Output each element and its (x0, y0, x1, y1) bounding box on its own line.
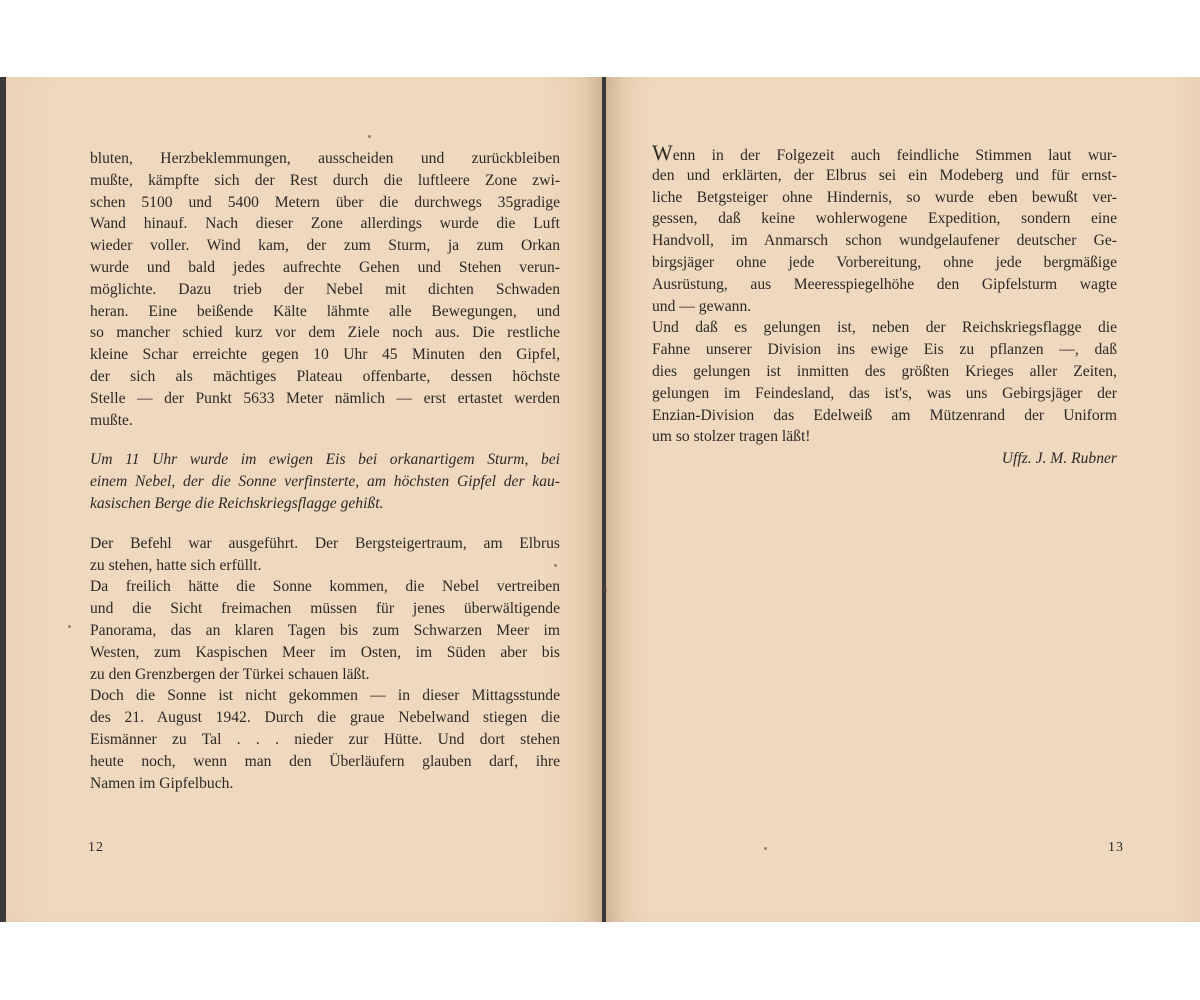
text-line-first (652, 140, 1117, 165)
text-line: heran. Eine beißende Kälte lähmte alle Bewegungen, und (90, 302, 560, 320)
book-spread (0, 77, 1200, 922)
text-line: liche Betgsteiger ohne Hindernis, so wurde eben bewußt ver- (652, 188, 1117, 206)
text-line: der sich als mächtiges Plateau offenbarte, dessen höchste (90, 367, 560, 385)
paragraph-gap (90, 515, 560, 533)
text-line: zu den Grenzbergen der Türkei schauen läßt. (90, 665, 370, 683)
text-line: des 21. August 1942. Durch die graue Nebelwand stiegen die (90, 709, 560, 727)
text-line: zu stehen, hatte sich erfüllt. (90, 556, 262, 574)
text-line: Stelle — der Punkt 5633 Meter nämlich — erst ertastet werden (90, 389, 560, 407)
text-line: Da freilich hätte die Sonne kommen, die Nebel vertreiben (90, 578, 560, 596)
text-line: Wand hinauf. Nach dieser Zone allerdings wurde die Luft (90, 215, 560, 233)
first-line-text: enn in der Folgezeit auch feindliche Stimmen laut wur- (672, 147, 1117, 164)
italic-line: Um 11 Uhr wurde im ewigen Eis bei orkanartigem Sturm, bei (90, 451, 560, 469)
text-line: bluten, Herzbeklemmungen, ausscheiden und zurückbleiben (90, 150, 560, 167)
text-line: Namen im Gipfelbuch. (90, 774, 234, 792)
paper-speck (554, 564, 557, 567)
text-line: Enzian-Division das Edelweiß am Mützenrand der Uniform (652, 406, 1117, 424)
text-line: Ausrüstung, aus Meeresspiegelhöhe den Gipfelsturm wagte (652, 275, 1117, 293)
text-line: birgsjäger ohne jede Vorbereitung, ohne jede bergmäßige (652, 253, 1117, 271)
text-line: und die Sicht freimachen müssen für jenes überwältigende (90, 600, 560, 618)
text-line: gessen, daß keine wohlerwogene Expedition, sondern eine (652, 210, 1117, 228)
text-line: Der Befehl war ausgeführt. Der Bergsteigertraum, am Elbrus (90, 534, 560, 552)
text-line: heute noch, wenn man den Überläufern glauben darf, ihre (90, 752, 560, 770)
text-line: möglichte. Dazu trieb der Nebel mit dichten Schwaden (90, 280, 560, 298)
text-line: mußte. (90, 411, 133, 429)
text-line: Handvoll, im Anmarsch schon wundgelaufener deutscher Ge- (652, 232, 1117, 250)
text-line: und — gewann. (652, 297, 752, 315)
text-line: dies gelungen ist inmitten des größten Krieges aller Zeiten, (652, 362, 1117, 380)
page-number: 13 (1108, 840, 1124, 855)
italic-line: einem Nebel, der die Sonne verfinsterte, am höchsten Gipfel der kau- (90, 473, 560, 491)
text-line: Eismänner zu Tal . . . nieder zur Hütte. Und dort stehen (90, 730, 560, 748)
text-line: Panorama, das an klaren Tagen bis zum Schwarzen Meer im (90, 621, 560, 639)
text-line: den und erklärten, der Elbrus sei ein Modeberg und für ernst- (652, 166, 1117, 184)
text-line: Und daß es gelungen ist, neben der Reichskriegsflagge die (652, 319, 1117, 337)
text-line: um so stolzer tragen läßt! (652, 428, 811, 446)
text-line: gelungen im Feindesland, das ist's, was uns Gebirgsjäger der (652, 384, 1117, 402)
italic-line: kasischen Berge die Reichskriegsflagge gehißt. (90, 494, 384, 512)
text-line: mußte, kämpfte sich der Rest durch die luftleere Zone zwi- (90, 171, 560, 189)
paper-speck (604, 589, 607, 592)
paper-speck (368, 135, 371, 138)
author-signature: Uffz. J. M. Rubner (1001, 450, 1117, 468)
text-line: kleine Schar erreichte gegen 10 Uhr 45 Minuten den Gipfel, (90, 346, 560, 364)
paper-speck (764, 847, 767, 850)
text-line: schen 5100 und 5400 Metern über die durchwegs 35gradige (90, 193, 560, 211)
text-line: wurde und bald jedes aufrechte Gehen und Stehen verun- (90, 258, 560, 276)
text-line: so mancher schied kurz vor dem Ziele noch aus. Die restliche (90, 324, 560, 342)
drop-cap: W (652, 140, 673, 165)
left-page (6, 77, 602, 922)
right-page-text (652, 140, 1117, 470)
paragraph-gap (90, 431, 560, 449)
text-line: wieder voller. Wind kam, der zum Sturm, ja zum Orkan (90, 237, 560, 255)
paper-speck (68, 625, 71, 628)
text-line: Doch die Sonne ist nicht gekommen — in dieser Mittagsstunde (90, 687, 560, 705)
text-line: Westen, zum Kaspischen Meer im Osten, im Süden aber bis (90, 643, 560, 661)
left-page-text (90, 148, 560, 794)
text-line: Fahne unserer Division ins ewige Eis zu pflanzen —, daß (652, 341, 1117, 359)
right-page (606, 77, 1200, 922)
page-number: 12 (88, 840, 104, 855)
